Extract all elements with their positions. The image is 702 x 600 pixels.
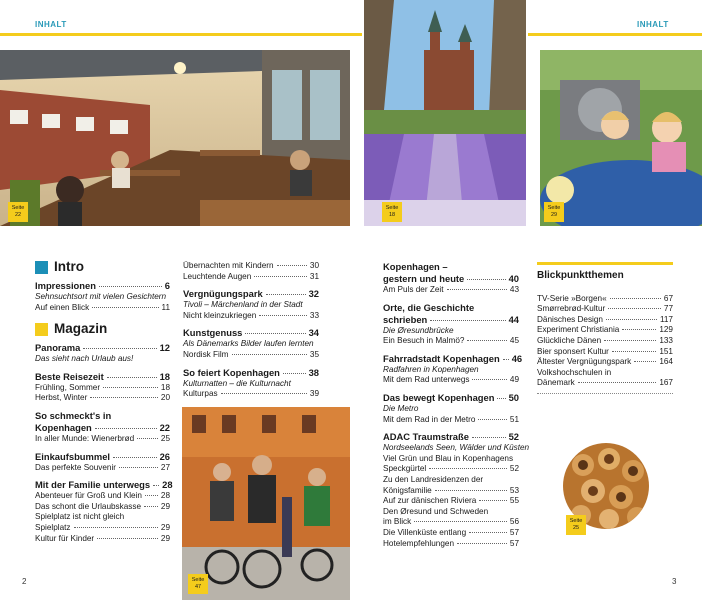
toc-line bbox=[183, 272, 319, 283]
page-number: 6 bbox=[164, 280, 170, 291]
dot-leader bbox=[447, 289, 507, 290]
dot-leader bbox=[83, 348, 156, 349]
header-label-left: INHALT bbox=[35, 20, 67, 29]
dot-leader bbox=[578, 382, 657, 383]
toc-line-text: Mit der Familie unterwegs bbox=[35, 479, 151, 491]
toc-line bbox=[35, 280, 170, 292]
toc-line-text: Nordisk Film bbox=[183, 349, 229, 359]
toc-line-text: Die Øresundbrücke bbox=[383, 325, 454, 335]
toc-line bbox=[383, 486, 519, 497]
dot-leader bbox=[245, 333, 305, 334]
toc-entry bbox=[35, 410, 170, 445]
page-number: 25 bbox=[160, 433, 170, 443]
dot-leader bbox=[97, 538, 158, 539]
toc-line bbox=[183, 350, 319, 361]
toc-line bbox=[383, 464, 519, 475]
dot-leader bbox=[259, 315, 307, 316]
dot-leader bbox=[610, 298, 661, 299]
toc-line bbox=[35, 410, 170, 422]
toc-line-text: Radfahren in Kopenhagen bbox=[383, 364, 479, 374]
toc-line bbox=[383, 261, 519, 273]
toc-line bbox=[183, 288, 319, 300]
page-number: 46 bbox=[511, 352, 523, 364]
page-number: 167 bbox=[659, 378, 673, 388]
toc-line bbox=[35, 479, 173, 491]
toc-entry bbox=[183, 261, 319, 282]
dot-leader bbox=[95, 428, 157, 429]
page-number: 29 bbox=[160, 522, 170, 532]
toc-line-text: Kulturpas bbox=[183, 389, 218, 399]
section-square bbox=[35, 323, 48, 336]
page-number: 28 bbox=[160, 491, 170, 501]
dot-leader bbox=[457, 543, 507, 544]
dot-leader bbox=[479, 500, 507, 501]
toc-entry bbox=[383, 261, 519, 296]
toc-column-3 bbox=[383, 261, 530, 555]
page-number: 53 bbox=[509, 485, 519, 495]
children-ride-photo bbox=[540, 50, 702, 226]
dot-leader bbox=[99, 286, 162, 287]
cyclists-photo bbox=[182, 407, 350, 600]
dot-leader bbox=[435, 490, 507, 491]
toc-line bbox=[537, 315, 673, 326]
toc-line-text: Speckgürtel bbox=[383, 464, 427, 474]
toc-line-text: Impressionen bbox=[35, 280, 96, 291]
toc-entry bbox=[35, 451, 170, 474]
page-badge: Seite 25 bbox=[566, 515, 586, 535]
toc-line-text: Spielplatz ist nicht gleich bbox=[35, 512, 125, 522]
toc-line bbox=[383, 314, 519, 326]
toc-line bbox=[35, 512, 170, 523]
toc-line bbox=[383, 365, 519, 376]
dot-leader bbox=[467, 340, 506, 341]
blickpunkt-title: Blickpunktthemen bbox=[537, 270, 624, 281]
page-number: 45 bbox=[509, 336, 519, 346]
toc-line-text: Den Øresund und Schweden bbox=[383, 506, 489, 516]
toc-entry bbox=[383, 431, 530, 549]
toc-line bbox=[183, 379, 319, 390]
toc-line bbox=[35, 393, 170, 404]
page-number: 40 bbox=[508, 273, 519, 284]
toc-entry bbox=[35, 371, 170, 404]
toc-line bbox=[35, 502, 170, 513]
toc-line-text: Glückliche Dänen bbox=[537, 335, 602, 345]
toc-line bbox=[537, 304, 673, 315]
page-badge: Seite 18 bbox=[382, 202, 402, 222]
toc-line bbox=[537, 294, 673, 305]
toc-line bbox=[35, 354, 170, 365]
dot-leader bbox=[113, 457, 157, 458]
toc-line-text: Spielplatz bbox=[35, 522, 71, 532]
page-number: 49 bbox=[509, 375, 519, 385]
page-number: 164 bbox=[659, 357, 673, 367]
toc-line-text: Abenteuer für Groß und Klein bbox=[35, 491, 142, 501]
toc-line bbox=[183, 261, 319, 272]
toc-line-text: Auf zur dänischen Riviera bbox=[383, 496, 477, 506]
toc-line-text: So schmeckt's in bbox=[35, 409, 112, 421]
toc-line bbox=[383, 336, 519, 347]
toc-line-text: ADAC Traumstraße bbox=[383, 431, 469, 443]
section-heading bbox=[35, 323, 170, 336]
toc-line-text: im Blick bbox=[383, 517, 412, 527]
header-label-right: INHALT bbox=[637, 20, 669, 29]
toc-line-text: Orte, die Geschichte bbox=[383, 301, 475, 313]
toc-line bbox=[183, 311, 319, 322]
toc-line bbox=[383, 375, 519, 386]
toc-line-text: Kopenhagen – bbox=[383, 261, 448, 272]
page-number: 77 bbox=[663, 304, 673, 314]
dot-leader bbox=[232, 354, 307, 355]
page-badge: Seite 29 bbox=[544, 202, 564, 222]
dot-leader bbox=[430, 320, 505, 321]
toc-column-4 bbox=[537, 262, 673, 394]
page-number: 27 bbox=[160, 462, 170, 472]
page-number: 151 bbox=[659, 346, 673, 356]
toc-line-text: Das sieht nach Urlaub aus! bbox=[35, 354, 134, 364]
toc-line-text: Hotelempfehlungen bbox=[383, 538, 455, 548]
section-label: Intro bbox=[54, 259, 84, 275]
dot-leader bbox=[90, 397, 158, 398]
page-number: 133 bbox=[659, 335, 673, 345]
header-rule-left bbox=[0, 33, 362, 36]
toc-line-text: Die Villenküste entlang bbox=[383, 527, 467, 537]
toc-line-text: Einkaufsbummel bbox=[35, 450, 111, 462]
toc-line-text: Experiment Christiania bbox=[537, 325, 620, 335]
page-badge: Seite 47 bbox=[188, 574, 208, 594]
page-number: 50 bbox=[508, 391, 519, 403]
toc-line-text: Die Metro bbox=[383, 403, 419, 413]
page-number: 29 bbox=[160, 533, 170, 543]
toc-line bbox=[183, 339, 319, 350]
page-number: 28 bbox=[162, 479, 173, 491]
dot-leader bbox=[429, 468, 507, 469]
toc-line bbox=[383, 302, 519, 314]
toc-line-text: Tivoli – Märchenland in der Stadt bbox=[183, 300, 303, 310]
dot-leader bbox=[472, 379, 506, 380]
toc-column-2 bbox=[183, 261, 319, 406]
toc-line-text: Beste Reisezeit bbox=[35, 370, 104, 382]
toc-line-text: Panorama bbox=[35, 342, 81, 354]
toc-line bbox=[537, 357, 673, 368]
dot-leader bbox=[221, 393, 307, 394]
page-number: 34 bbox=[308, 327, 319, 339]
page-number: 18 bbox=[159, 370, 170, 382]
page-number: 32 bbox=[308, 288, 319, 300]
page-number: 26 bbox=[159, 450, 170, 462]
dot-leader bbox=[497, 398, 505, 399]
page-number: 51 bbox=[509, 414, 519, 424]
dot-leader bbox=[145, 495, 158, 496]
toc-line-text: Mit dem Rad in der Metro bbox=[383, 414, 476, 424]
dot-leader bbox=[414, 521, 507, 522]
toc-line bbox=[383, 443, 530, 454]
toc-line bbox=[35, 303, 170, 314]
toc-line bbox=[35, 523, 170, 534]
toc-line bbox=[537, 368, 673, 379]
toc-line bbox=[383, 326, 519, 337]
toc-line bbox=[35, 491, 170, 502]
toc-line bbox=[383, 392, 519, 404]
dot-leader bbox=[92, 307, 158, 308]
page-number: 33 bbox=[309, 310, 319, 320]
toc-line bbox=[35, 342, 170, 354]
toc-line-text: Dänemark bbox=[537, 378, 575, 388]
dot-leader bbox=[478, 419, 507, 420]
toc-line-text: Zu den Landresidenzen der bbox=[383, 474, 484, 484]
toc-line bbox=[383, 415, 519, 426]
page-number: 35 bbox=[309, 349, 319, 359]
toc-line bbox=[537, 325, 673, 336]
toc-line bbox=[35, 383, 170, 394]
toc-entry bbox=[183, 288, 319, 321]
toc-line-text: TV-Serie »Borgen« bbox=[537, 293, 607, 303]
page-number: 55 bbox=[509, 496, 519, 506]
page-number: 12 bbox=[159, 342, 170, 354]
page-number: 56 bbox=[509, 517, 519, 527]
toc-line-text: Übernachten mit Kindern bbox=[183, 261, 274, 270]
toc-line-text: Kopenhagen bbox=[35, 421, 92, 433]
toc-line bbox=[183, 389, 319, 400]
dot-leader bbox=[153, 485, 159, 486]
page-number: 11 bbox=[161, 302, 170, 312]
toc-line-text: Volkshochschulen in bbox=[537, 367, 612, 377]
dot-leader bbox=[606, 319, 657, 320]
toc-entry bbox=[35, 342, 170, 365]
dot-leader bbox=[144, 506, 158, 507]
toc-line-text: Königsfamilie bbox=[383, 485, 432, 495]
dot-leader bbox=[283, 373, 306, 374]
toc-line bbox=[35, 292, 170, 303]
page-number: 22 bbox=[159, 421, 170, 433]
toc-line-text: schrieben bbox=[383, 313, 428, 325]
dot-leader bbox=[503, 359, 509, 360]
toc-line bbox=[537, 347, 673, 358]
page-number: 20 bbox=[160, 393, 170, 403]
toc-line bbox=[383, 475, 519, 486]
blickpunkt-rule bbox=[537, 262, 673, 265]
dot-leader bbox=[119, 467, 158, 468]
toc-line-text: Das perfekte Souvenir bbox=[35, 462, 117, 472]
toc-line-text: Kultur für Kinder bbox=[35, 533, 95, 543]
toc-line bbox=[383, 517, 519, 528]
toc-entry bbox=[383, 392, 519, 425]
toc-line bbox=[537, 336, 673, 347]
page-number: 129 bbox=[659, 325, 673, 335]
page-number: 52 bbox=[509, 464, 519, 474]
toc-line bbox=[383, 285, 519, 296]
toc-line-text: Auf einen Blick bbox=[35, 302, 90, 312]
toc-line bbox=[383, 404, 519, 415]
page-number: 57 bbox=[509, 527, 519, 537]
toc-line-text: Ältester Vergnügungspark bbox=[537, 357, 632, 367]
toc-line bbox=[183, 327, 319, 339]
page-number-right: 3 bbox=[672, 577, 677, 586]
dot-leader bbox=[472, 437, 506, 438]
header-rule-right bbox=[528, 33, 702, 36]
castle-garden-photo bbox=[364, 0, 526, 226]
toc-line-text: So feiert Kopenhagen bbox=[183, 366, 280, 378]
toc-line bbox=[35, 534, 170, 545]
dot-leader bbox=[608, 308, 661, 309]
section-square bbox=[35, 261, 48, 274]
toc-line-text: Dänisches Design bbox=[537, 314, 603, 324]
toc-line bbox=[183, 367, 319, 379]
toc-line bbox=[35, 451, 170, 463]
page-number: 67 bbox=[663, 293, 673, 303]
toc-line-text: Am Puls der Zeit bbox=[383, 285, 444, 294]
page-number: 18 bbox=[160, 382, 170, 392]
toc-line bbox=[35, 422, 170, 434]
page-number: 43 bbox=[509, 285, 519, 294]
toc-line bbox=[383, 352, 523, 365]
dot-leader bbox=[634, 361, 656, 362]
dot-leader bbox=[74, 527, 158, 528]
toc-line bbox=[383, 496, 519, 507]
toc-line-text: Das bewegt Kopenhagen bbox=[383, 391, 495, 403]
toc-line bbox=[383, 454, 519, 465]
dot-leader bbox=[107, 377, 157, 378]
toc-line-text: Das schont die Urlaubskasse bbox=[35, 501, 142, 511]
toc-entry bbox=[35, 479, 173, 544]
toc-line-text: Herbst, Winter bbox=[35, 393, 88, 403]
page-number: 57 bbox=[509, 538, 519, 548]
toc-entry bbox=[183, 367, 319, 400]
toc-line-text: Leuchtende Augen bbox=[183, 271, 252, 281]
toc-line-text: gestern und heute bbox=[383, 273, 465, 284]
section-heading bbox=[35, 261, 170, 274]
toc-line bbox=[537, 378, 673, 389]
toc-line bbox=[35, 434, 170, 445]
toc-line bbox=[383, 431, 519, 443]
toc-line-text: Kulturnatten – die Kulturnacht bbox=[183, 378, 291, 388]
page-number-left: 2 bbox=[22, 577, 27, 586]
toc-line-text: Frühling, Sommer bbox=[35, 382, 101, 392]
page-number: 117 bbox=[659, 314, 673, 324]
blickpunkt-divider bbox=[537, 393, 673, 394]
dot-leader bbox=[469, 532, 507, 533]
toc-line-text: Mit dem Rad unterwegs bbox=[383, 375, 470, 385]
toc-line bbox=[383, 273, 519, 285]
page-number: 38 bbox=[308, 366, 319, 378]
toc-line-text: Nicht kleinzukriegen bbox=[183, 310, 257, 320]
toc-line bbox=[35, 463, 170, 474]
toc-entry bbox=[383, 352, 523, 386]
toc-entry bbox=[183, 327, 319, 360]
toc-line bbox=[383, 507, 519, 518]
page-number: 29 bbox=[160, 501, 170, 511]
toc-line-text: Nordseelands Seen, Wälder und Küsten bbox=[383, 443, 530, 453]
toc-entry bbox=[35, 280, 170, 313]
toc-line-text: Ein Besuch in Malmö? bbox=[383, 336, 465, 346]
dot-leader bbox=[604, 340, 656, 341]
toc-line-text: Als Dänemarks Bilder laufen lernten bbox=[183, 339, 314, 349]
toc-line-text: Fahrradstadt Kopenhagen bbox=[383, 352, 500, 364]
page-number: 31 bbox=[309, 271, 319, 281]
section-label: Magazin bbox=[54, 321, 108, 337]
toc-line-text: Vergnügungspark bbox=[183, 288, 263, 300]
dot-leader bbox=[622, 329, 656, 330]
dot-leader bbox=[254, 276, 307, 277]
dot-leader bbox=[266, 294, 306, 295]
dot-leader bbox=[612, 351, 656, 352]
toc-line-text: In aller Munde: Wienerbrød bbox=[35, 433, 135, 443]
toc-line-text: Viel Grün und Blau in Kopenhagens bbox=[383, 453, 514, 463]
toc-column-1 bbox=[35, 259, 173, 550]
page-number: 52 bbox=[508, 431, 519, 443]
dot-leader bbox=[103, 387, 158, 388]
cafe-terrace-photo bbox=[0, 50, 350, 226]
dot-leader bbox=[467, 279, 505, 280]
toc-line bbox=[183, 300, 319, 311]
toc-line-text: Bier sponsert Kultur bbox=[537, 346, 609, 356]
page-number: 30 bbox=[309, 261, 319, 270]
toc-line-text: Kunstgenuss bbox=[183, 327, 243, 339]
page-number: 39 bbox=[309, 389, 319, 399]
page-number: 44 bbox=[508, 313, 519, 325]
toc-line bbox=[383, 528, 519, 539]
toc-line-text: Sehnsuchtsort mit vielen Gesichtern bbox=[35, 292, 167, 301]
dot-leader bbox=[137, 438, 158, 439]
page-badge: Seite 22 bbox=[8, 202, 28, 222]
toc-line bbox=[383, 539, 519, 550]
toc-line-text: Smørrebrød-Kultur bbox=[537, 304, 606, 314]
toc-line bbox=[35, 371, 170, 383]
toc-entry bbox=[383, 302, 519, 347]
dot-leader bbox=[277, 265, 307, 266]
